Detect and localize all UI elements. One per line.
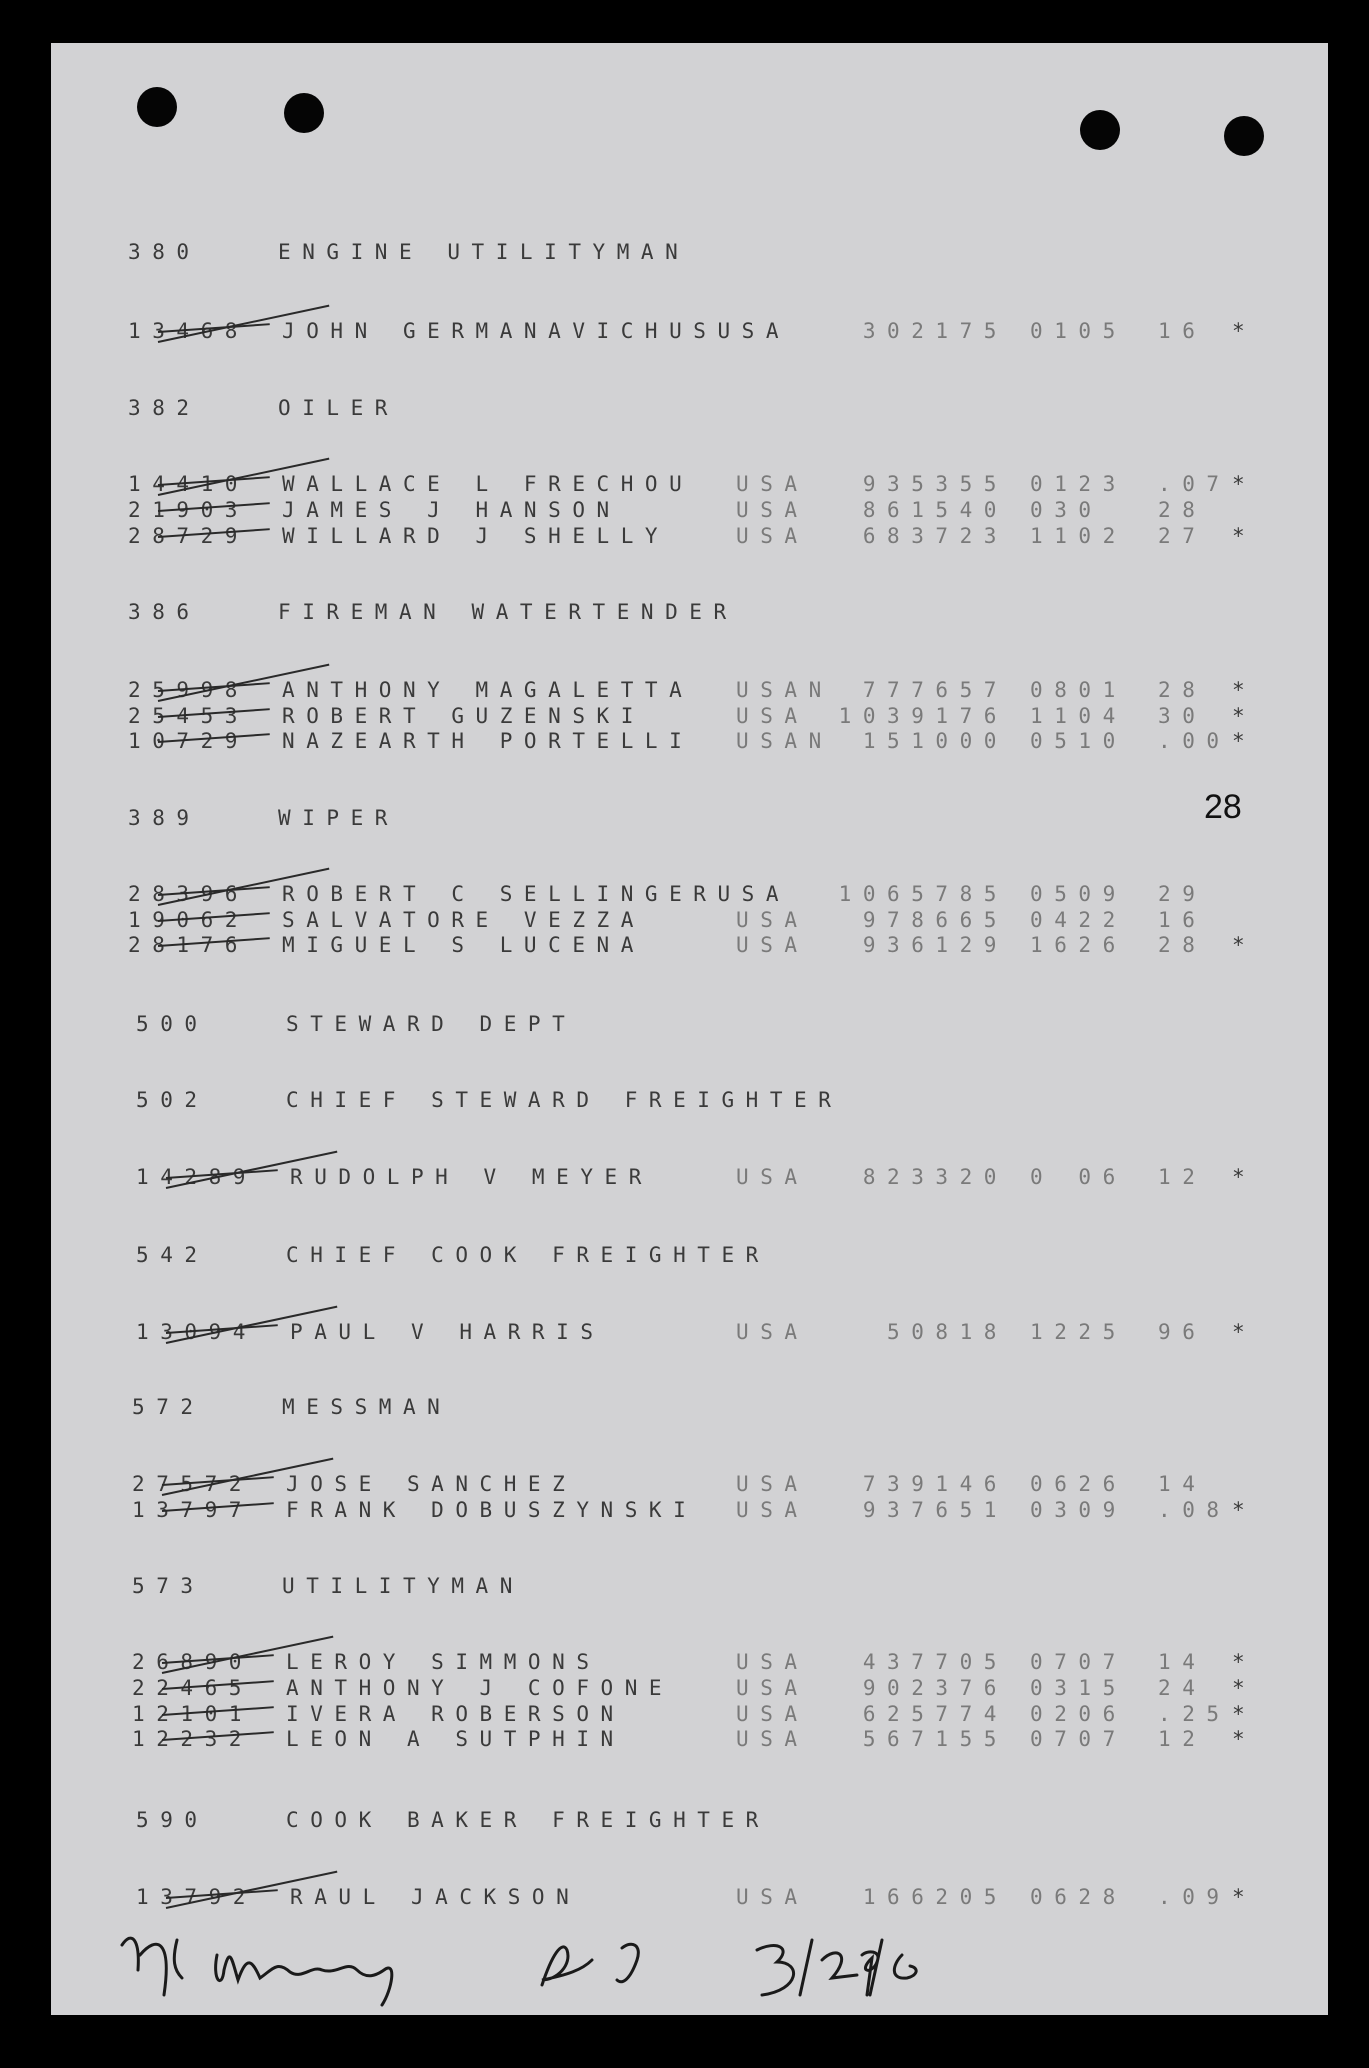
employee-name: ROBERT GUZENSKI (282, 704, 645, 728)
document-number: 1039176 (838, 704, 1008, 728)
citizenship: USA (736, 704, 809, 728)
count-value: 12 (1158, 1165, 1207, 1189)
document-number: 777657 (862, 678, 1008, 702)
count-value: .00 (1158, 729, 1231, 753)
document-number: 625774 (862, 1702, 1008, 1726)
employee-name: ANTHONY MAGALETTA (282, 678, 694, 702)
count-value: 12 (1158, 1727, 1207, 1751)
document-number: 683723 (862, 524, 1008, 548)
asterisk-mark: * (1232, 524, 1257, 548)
punch-hole (137, 87, 177, 127)
employee-name: IVERA ROBERSON (286, 1702, 625, 1726)
employee-name: ANTHONY J COFONE (286, 1676, 674, 1700)
document-number: 937651 (862, 1498, 1008, 1522)
employee-number: 28396 (128, 882, 249, 906)
date-code: 0626 (1030, 1472, 1127, 1496)
date-code: 0707 (1030, 1650, 1127, 1674)
section-code: 590 (136, 1808, 209, 1832)
employee-number: 13468 (128, 319, 249, 343)
employee-name: FRANK DOBUSZYNSKI (286, 1498, 698, 1522)
section-title: FIREMAN WATERTENDER (278, 600, 738, 624)
citizenship: USA (736, 1498, 809, 1522)
date-code: 1626 (1030, 933, 1127, 957)
count-value: 28 (1158, 933, 1207, 957)
employee-number: 21903 (128, 498, 249, 522)
employee-number: 27572 (132, 1472, 253, 1496)
employee-number: 28176 (128, 933, 249, 957)
count-value: .09 (1158, 1885, 1231, 1909)
employee-name: LEROY SIMMONS (286, 1650, 601, 1674)
punch-hole (284, 93, 324, 133)
employee-name: RUDOLPH V MEYER (290, 1165, 653, 1189)
citizenship: USAN (736, 678, 833, 702)
employee-name: NAZEARTH PORTELLI (282, 729, 694, 753)
count-value: 28 (1158, 678, 1207, 702)
document-number: 437705 (862, 1650, 1008, 1674)
count-value: .08 (1158, 1498, 1231, 1522)
document-number: 1065785 (838, 882, 1008, 906)
section-code: 573 (132, 1574, 205, 1598)
date-code: 0509 (1030, 882, 1127, 906)
count-value: 30 (1158, 704, 1207, 728)
document-number: 902376 (862, 1676, 1008, 1700)
employee-number: 25453 (128, 704, 249, 728)
count-value: 29 (1158, 882, 1207, 906)
document-number: 823320 (862, 1165, 1008, 1189)
citizenship: USA (736, 1650, 809, 1674)
employee-number: 22465 (132, 1676, 253, 1700)
employee-name: MIGUEL S LUCENA (282, 933, 645, 957)
section-code: 500 (136, 1012, 209, 1036)
asterisk-mark: * (1232, 1676, 1257, 1700)
date-code: 0707 (1030, 1727, 1127, 1751)
count-value: 16 (1158, 908, 1207, 932)
section-title: UTILITYMAN (282, 1574, 524, 1598)
employee-name: SALVATORE VEZZA (282, 908, 645, 932)
section-title: STEWARD DEPT (286, 1012, 577, 1036)
section-code: 542 (136, 1243, 209, 1267)
document-number: 302175 (862, 319, 1008, 343)
employee-name: JOSE SANCHEZ (286, 1472, 577, 1496)
count-value: .07 (1158, 472, 1231, 496)
citizenship: USA (736, 1320, 809, 1344)
section-code: 380 (128, 240, 201, 264)
asterisk-mark: * (1232, 1702, 1257, 1726)
section-title: COOK BAKER FREIGHTER (286, 1808, 770, 1832)
citizenship: USA (736, 1885, 809, 1909)
date-code: 0105 (1030, 319, 1127, 343)
citizenship: USA (736, 472, 809, 496)
document-number: 978665 (862, 908, 1008, 932)
asterisk-mark: * (1232, 1320, 1257, 1344)
handwritten-signature (112, 1900, 1012, 2010)
date-code: 0510 (1030, 729, 1127, 753)
employee-number: 12232 (132, 1727, 253, 1751)
asterisk-mark: * (1232, 729, 1257, 753)
citizenship: USA (736, 908, 809, 932)
employee-name: JAMES J HANSON (282, 498, 621, 522)
employee-name: RAUL JACKSON (290, 1885, 581, 1909)
citizenship: USA (736, 498, 809, 522)
count-value: 27 (1158, 524, 1207, 548)
asterisk-mark: * (1232, 933, 1257, 957)
count-value: 16 (1158, 319, 1207, 343)
employee-number: 13792 (136, 1885, 257, 1909)
count-value: .25 (1158, 1702, 1231, 1726)
section-code: 502 (136, 1088, 209, 1112)
citizenship: USA (736, 1727, 809, 1751)
date-code: 1102 (1030, 524, 1127, 548)
asterisk-mark: * (1232, 1498, 1257, 1522)
section-code: 572 (132, 1395, 205, 1419)
employee-name: PAUL V HARRIS (290, 1320, 605, 1344)
date-code: 0422 (1030, 908, 1127, 932)
count-value: 24 (1158, 1676, 1207, 1700)
document-number: 166205 (862, 1885, 1008, 1909)
count-value: 14 (1158, 1472, 1207, 1496)
employee-number: 14289 (136, 1165, 257, 1189)
date-code: 0315 (1030, 1676, 1127, 1700)
count-value: 28 (1158, 498, 1207, 522)
citizenship: USA (736, 1676, 809, 1700)
asterisk-mark: * (1232, 704, 1257, 728)
asterisk-mark: * (1232, 678, 1257, 702)
document-number: 567155 (862, 1727, 1008, 1751)
citizenship: USA (736, 1165, 809, 1189)
employee-number: 26890 (132, 1650, 253, 1674)
employee-name: WALLACE L FRECHOU (282, 472, 694, 496)
employee-number: 28729 (128, 524, 249, 548)
section-title: CHIEF COOK FREIGHTER (286, 1243, 770, 1267)
asterisk-mark: * (1232, 319, 1257, 343)
section-code: 382 (128, 396, 201, 420)
date-code: 0801 (1030, 678, 1127, 702)
date-code: 0 06 (1030, 1165, 1127, 1189)
date-code: 1225 (1030, 1320, 1127, 1344)
section-title: OILER (278, 396, 399, 420)
document-number: 935355 (862, 472, 1008, 496)
section-code: 386 (128, 600, 201, 624)
document-number: 936129 (862, 933, 1008, 957)
employee-number: 13797 (132, 1498, 253, 1522)
employee-name: WILLARD J SHELLY (282, 524, 670, 548)
date-code: 1104 (1030, 704, 1127, 728)
employee-name: ROBERT C SELLINGERUSA (282, 882, 791, 906)
employee-name: JOHN GERMANAVICHUSUSA (282, 319, 791, 343)
date-code: 0123 (1030, 472, 1127, 496)
employee-number: 10729 (128, 729, 249, 753)
employee-name: LEON A SUTPHIN (286, 1727, 625, 1751)
employee-number: 19062 (128, 908, 249, 932)
date-code: 0628 (1030, 1885, 1127, 1909)
asterisk-mark: * (1232, 1165, 1257, 1189)
employee-number: 13094 (136, 1320, 257, 1344)
section-title: MESSMAN (282, 1395, 452, 1419)
asterisk-mark: * (1232, 472, 1257, 496)
asterisk-mark: * (1232, 1727, 1257, 1751)
section-title: ENGINE UTILITYMAN (278, 240, 690, 264)
asterisk-mark: * (1232, 1650, 1257, 1674)
page-number: 28 (1204, 788, 1242, 826)
punch-hole (1080, 110, 1120, 150)
count-value: 14 (1158, 1650, 1207, 1674)
citizenship: USA (736, 933, 809, 957)
document-number: 739146 (862, 1472, 1008, 1496)
section-title: CHIEF STEWARD FREIGHTER (286, 1088, 843, 1112)
section-title: WIPER (278, 806, 399, 830)
date-code: 0309 (1030, 1498, 1127, 1522)
date-code: 0206 (1030, 1702, 1127, 1726)
punch-hole (1224, 116, 1264, 156)
citizenship: USA (736, 1472, 809, 1496)
document-number: 861540 (862, 498, 1008, 522)
count-value: 96 (1158, 1320, 1207, 1344)
document-number: 151000 (862, 729, 1008, 753)
citizenship: USA (736, 524, 809, 548)
document-number: 50818 (887, 1320, 1008, 1344)
employee-number: 14410 (128, 472, 249, 496)
asterisk-mark: * (1232, 1885, 1257, 1909)
citizenship: USAN (736, 729, 833, 753)
citizenship: USA (736, 1702, 809, 1726)
employee-number: 12101 (132, 1702, 253, 1726)
employee-number: 25998 (128, 678, 249, 702)
date-code: 030 (1030, 498, 1103, 522)
section-code: 389 (128, 806, 201, 830)
